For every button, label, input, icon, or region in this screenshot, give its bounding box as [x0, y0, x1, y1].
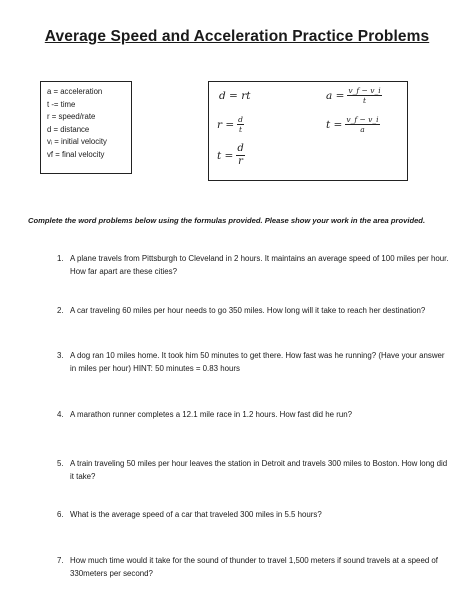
legend-line: a = acceleration	[47, 87, 103, 96]
fraction-denominator: t	[239, 125, 243, 134]
problem-text: A car traveling 60 miles per hour needs to go 350 miles. How long will it take to reach her destination?	[70, 306, 426, 315]
instructions: Complete the word problems below using the formulas provided. Please show your work in the area provided.	[28, 216, 426, 225]
fraction-denominator: a	[360, 125, 365, 134]
fraction	[347, 86, 381, 105]
fraction	[237, 115, 244, 134]
problem-number: 6.	[57, 510, 64, 519]
page-title: Average Speed and Acceleration Practice Problems	[44, 28, 430, 45]
legend-line: r = speed/rate	[47, 112, 96, 122]
problem-number: 1.	[57, 254, 64, 263]
fraction-numerator: v_f − v_i	[348, 86, 381, 95]
formula-acceleration	[326, 86, 382, 105]
fraction	[236, 143, 244, 168]
fraction-denominator: r	[238, 156, 243, 167]
fraction-denominator: t	[363, 96, 367, 105]
formula-lhs: t =	[326, 118, 343, 131]
fraction-numerator: d	[238, 115, 243, 124]
legend-line: t -= time	[47, 99, 76, 109]
legend-line: d = distance	[47, 124, 90, 134]
problem-number: 4.	[57, 410, 64, 419]
formula-time-distance	[217, 143, 245, 168]
legend-line: vf = final velocity	[47, 149, 105, 159]
fraction	[345, 115, 379, 134]
fraction-numerator: d	[237, 143, 244, 154]
fraction-numerator: v_f − v_i	[346, 115, 379, 124]
problem-text: A marathon runner completes a 12.1 mile race in 1.2 hours. How fast did he run?	[70, 410, 353, 419]
formula-time-acceleration	[326, 115, 380, 134]
variable-legend	[40, 81, 132, 174]
formula-rate	[217, 115, 244, 134]
problem-number: 7.	[57, 556, 64, 565]
problem-text: How much time would it take for the sound of thunder to travel 1,500 meters if sound travels at a speed of 330meters per second?	[70, 556, 438, 578]
formula-distance	[219, 90, 250, 102]
problem-text: A plane travels from Pittsburgh to Cleveland in 2 hours. It maintains an average speed of 100 miles per hour. How far apart are these cities?	[70, 254, 449, 276]
formula-lhs: r =	[217, 118, 235, 131]
formula-lhs: a =	[326, 89, 345, 102]
formula-rhs: rt	[241, 90, 251, 102]
problem-number: 3.	[57, 351, 64, 360]
problem-number: 2.	[57, 306, 64, 315]
problem-number: 5.	[57, 459, 64, 468]
legend-line: vᵢ = initial velocity	[47, 137, 107, 147]
formula-lhs: t =	[217, 149, 234, 162]
problem-text: What is the average speed of a car that traveled 300 miles in 5.5 hours?	[70, 510, 322, 519]
formula-lhs: d =	[219, 90, 238, 102]
formula-box	[208, 81, 408, 181]
problem-text: A dog ran 10 miles home. It took him 50 minutes to get there. How fast was he running? (Have your answer in miles per hour) HINT: 50 minutes = 0.83 hours	[70, 351, 445, 373]
problem-text: A train traveling 50 miles per hour leaves the station in Detroit and travels 300 miles to Boston. How long did it take?	[70, 459, 448, 481]
